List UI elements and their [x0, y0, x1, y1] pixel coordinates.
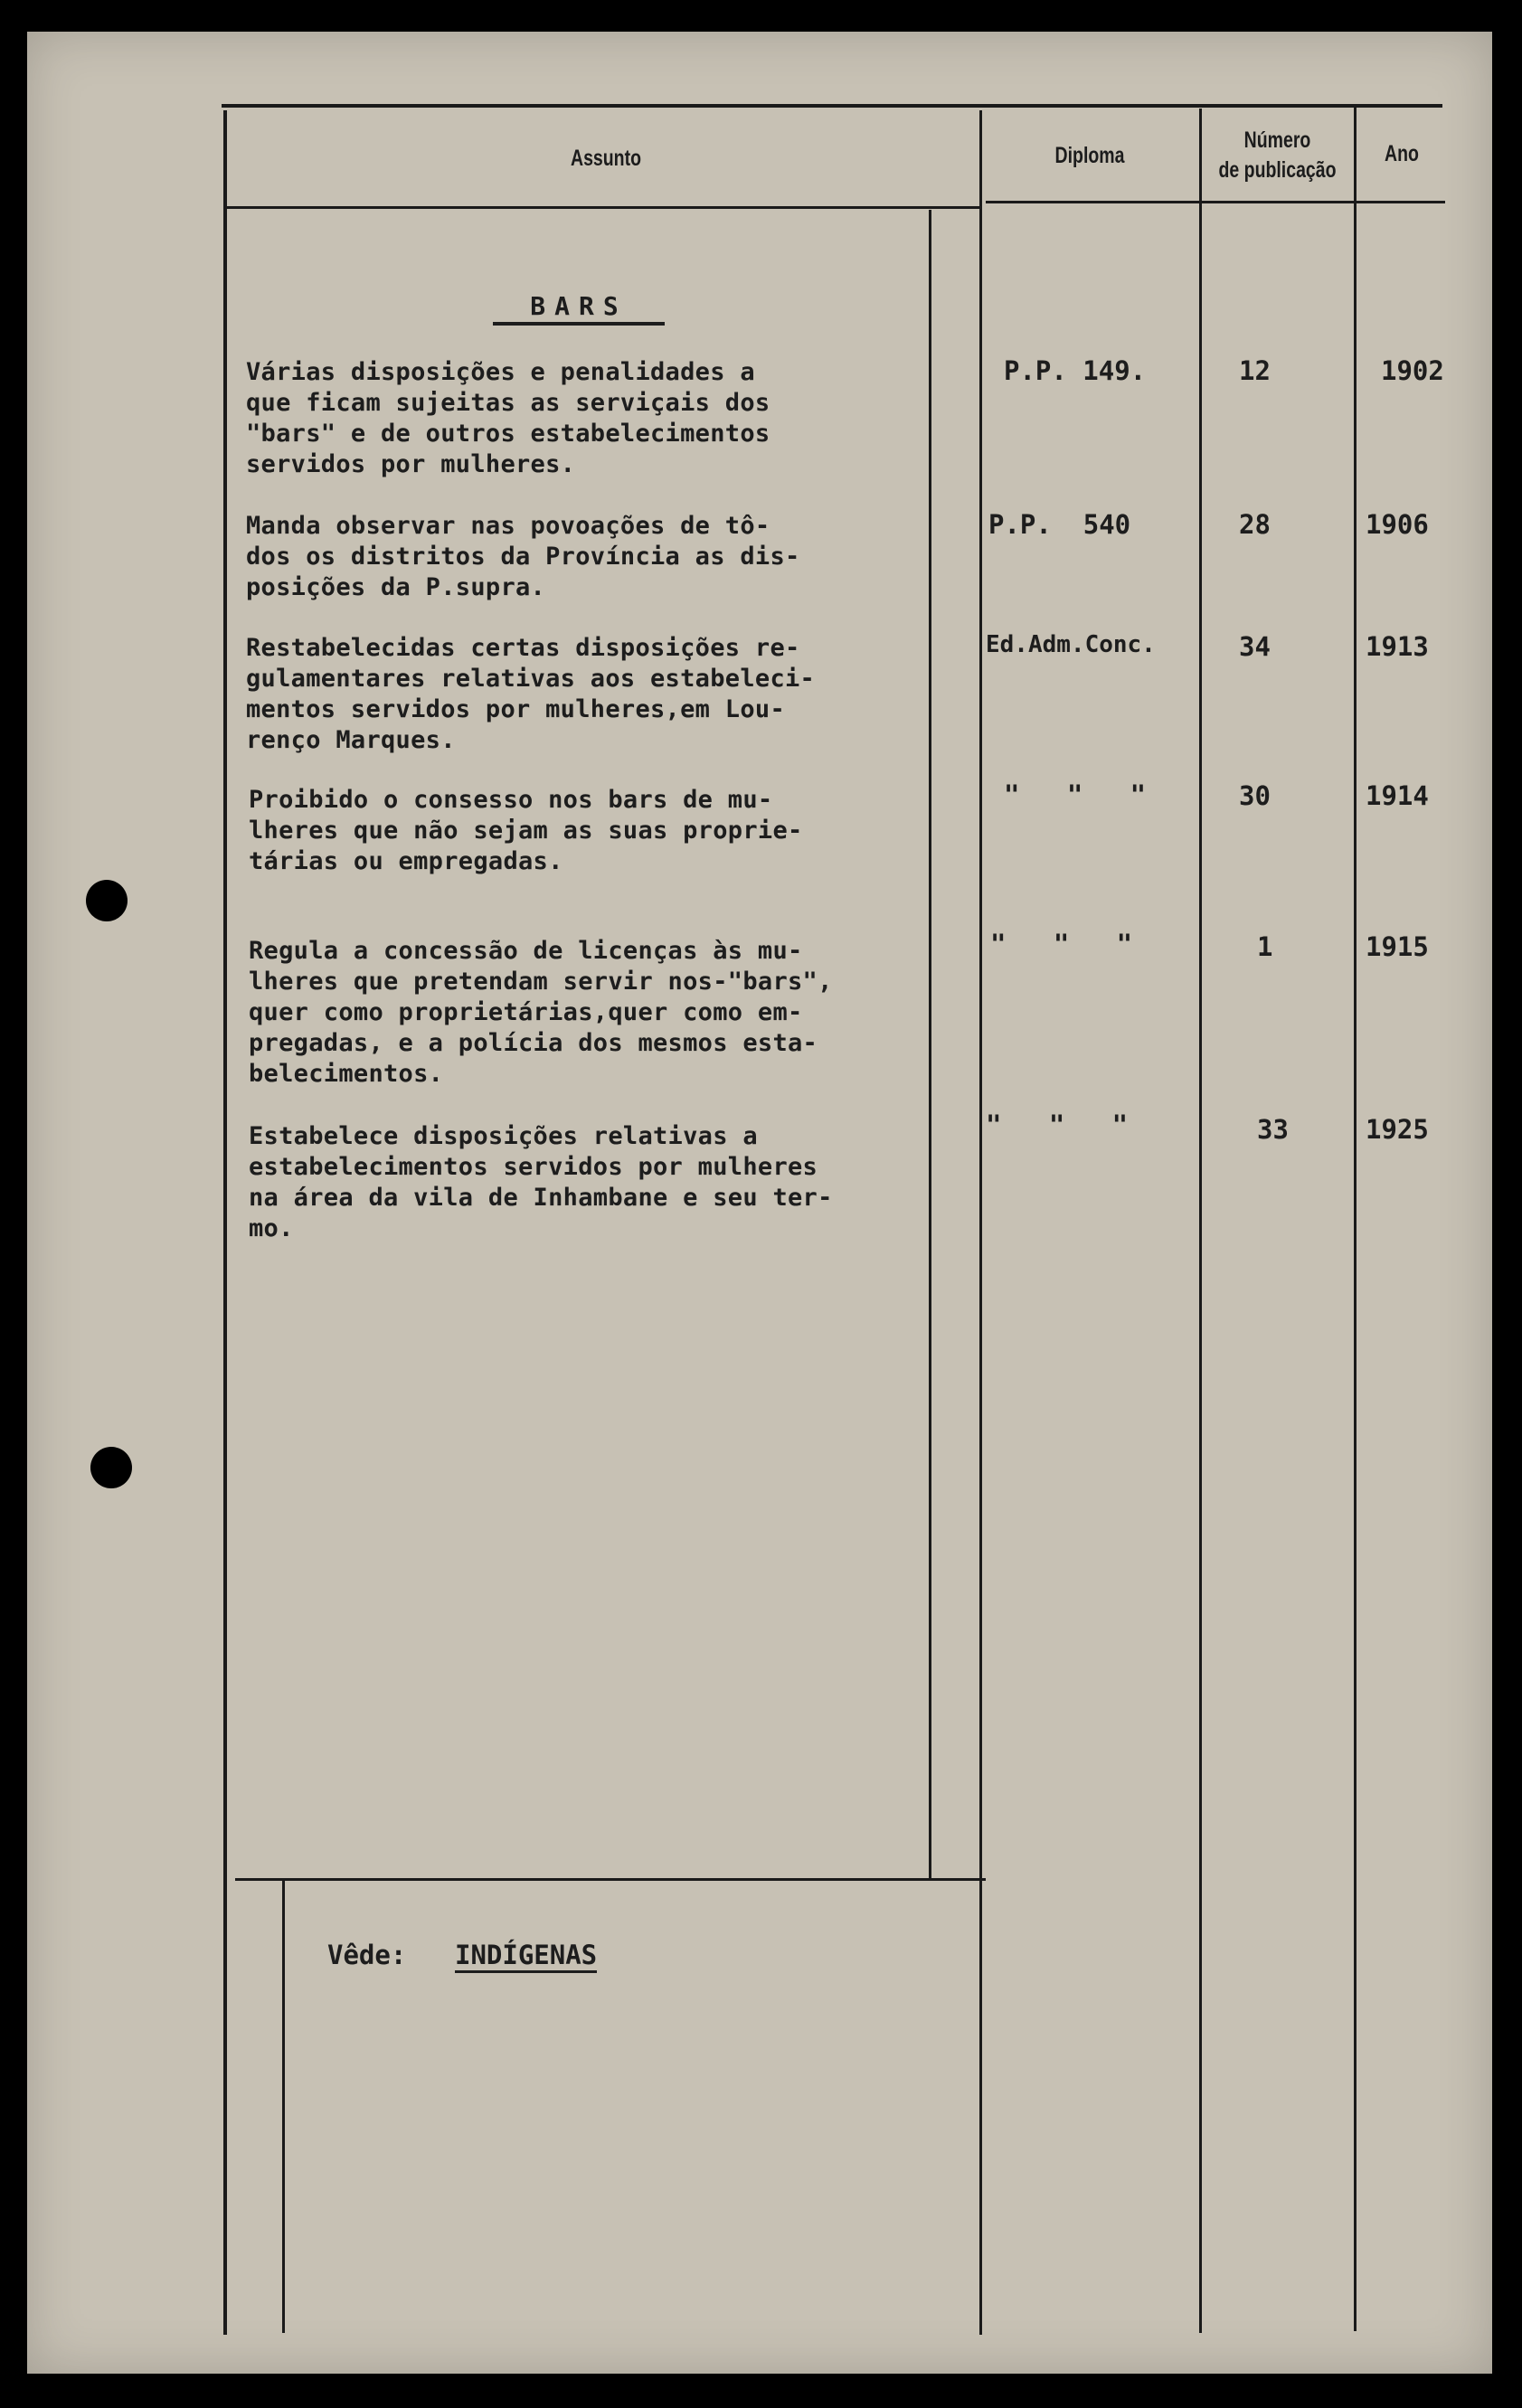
cross-reference-target: INDÍGENAS	[455, 1940, 597, 1973]
entry-numero: 28	[1239, 509, 1271, 540]
col-divider-numero-ano	[1354, 107, 1357, 2331]
entry-subject-line: Manda observar nas povoações de tô-	[246, 512, 770, 540]
entry-subject-line: estabelecimentos servidos por mulheres	[249, 1153, 818, 1181]
entry-subject-line: belecimentos.	[249, 1060, 444, 1088]
footer-inner-left-rule	[282, 1881, 285, 2333]
entry-ano: 1902	[1381, 355, 1444, 386]
entry-subject-line: "bars" e de outros estabelecimentos	[246, 420, 770, 448]
header-numero-line1: Número	[1243, 127, 1311, 153]
entry-numero: 1	[1257, 931, 1273, 962]
entry-subject-line: posições da P.supra.	[246, 573, 546, 601]
header-diploma: Diploma	[1054, 143, 1125, 168]
entry-subject-line: dos os distritos da Província as dis-	[246, 543, 800, 571]
entry-ano: 1913	[1366, 631, 1429, 662]
entry-subject-line: Restabelecidas certas disposições re-	[246, 634, 800, 662]
entry-subject-line: gulamentares relativas aos estabeleci-	[246, 665, 816, 693]
entry-subject-line: Proibido o consesso nos bars de mu-	[249, 786, 773, 814]
header-bottom-rule-right	[986, 201, 1445, 203]
entry-subject-line: mo.	[249, 1214, 294, 1242]
entry-subject-line: Várias disposições e penalidades a	[246, 358, 755, 386]
col-divider-diploma-numero	[1199, 109, 1202, 2333]
entry-diploma: " " "	[990, 929, 1133, 959]
entry-diploma: P.P. 540	[988, 509, 1131, 540]
entry-ano: 1906	[1366, 509, 1429, 540]
entry-diploma: P.P. 149.	[1004, 355, 1147, 386]
entry-subject-line: lheres que não sejam as suas proprie-	[249, 817, 803, 845]
header-assunto: Assunto	[571, 146, 641, 171]
punch-hole-bottom	[90, 1447, 132, 1488]
entry-subject-line: pregadas, e a polícia dos mesmos esta-	[249, 1029, 818, 1057]
entry-ano: 1915	[1366, 931, 1429, 962]
entry-subject-line: na área da vila de Inhambane e seu ter-	[249, 1184, 833, 1212]
header-bottom-rule-assunto	[226, 206, 981, 209]
entry-subject-line: Regula a concessão de licenças às mu-	[249, 937, 803, 965]
header-numero-line2: de publicação	[1218, 157, 1337, 183]
subject-inner-right-rule	[929, 210, 931, 1878]
entry-subject-line: tárias ou empregadas.	[249, 847, 563, 875]
punch-hole-top	[86, 880, 128, 921]
col-left-edge	[223, 110, 227, 2335]
entry-diploma: " " "	[1004, 779, 1147, 810]
top-rule	[222, 104, 1442, 108]
entry-subject-line: servidos por mulheres.	[246, 450, 576, 478]
cross-reference-label: Vêde:	[327, 1940, 407, 1970]
entry-subject-line: quer como proprietárias,quer como em-	[249, 998, 803, 1026]
entry-ano: 1914	[1366, 780, 1429, 811]
entry-subject-line: lheres que pretendam servir nos-"bars",	[249, 968, 833, 996]
entry-subject-line: Estabelece disposições relativas a	[249, 1122, 758, 1150]
entry-numero: 33	[1257, 1114, 1289, 1145]
entry-subject-line: renço Marques.	[246, 726, 456, 754]
entry-diploma: " " "	[986, 1110, 1129, 1140]
header-ano: Ano	[1385, 141, 1419, 166]
entry-numero: 30	[1239, 780, 1271, 811]
entry-subject-line: que ficam sujeitas as serviçais dos	[246, 389, 770, 417]
entry-ano: 1925	[1366, 1114, 1429, 1145]
section-title: BARS	[493, 291, 665, 326]
entry-subject-line: mentos servidos por mulheres,em Lou-	[246, 695, 785, 723]
entry-numero: 12	[1239, 355, 1271, 386]
entry-numero: 34	[1239, 631, 1271, 662]
entry-diploma: Ed.Adm.Conc.	[986, 631, 1156, 658]
col-divider-assunto-diploma	[979, 110, 982, 2335]
subject-bottom-rule	[235, 1878, 986, 1881]
